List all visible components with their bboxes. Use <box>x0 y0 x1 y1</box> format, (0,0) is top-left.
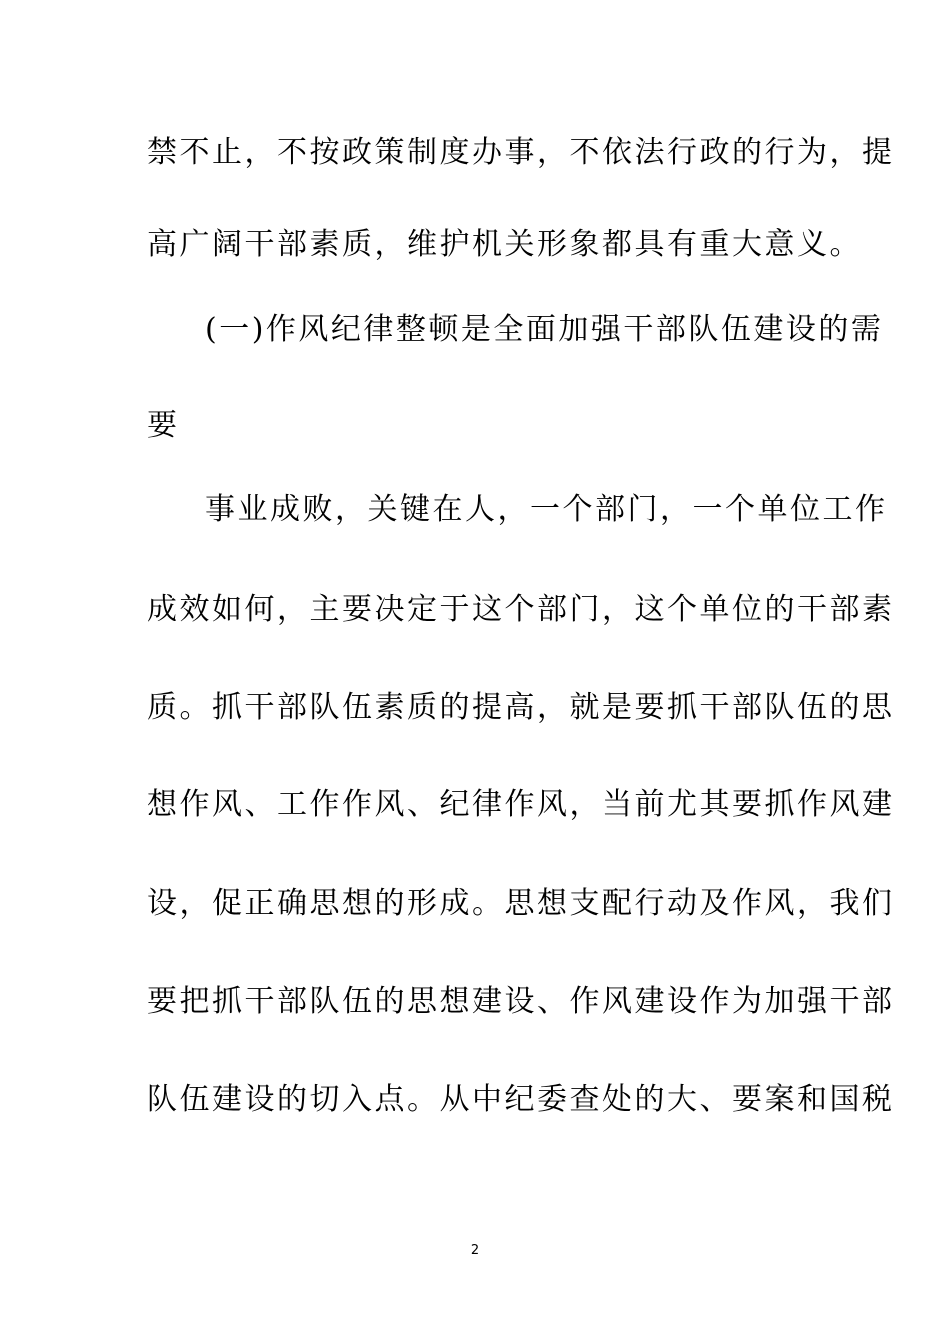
text-line: 想作风、工作作风、纪律作风，当前尤其要抓作风建 <box>147 787 895 822</box>
text-line: 高广阔干部素质，维护机关形象都具有重大意义。 <box>147 227 862 262</box>
text-line: 质。抓干部队伍素质的提高，就是要抓干部队伍的思 <box>147 690 895 725</box>
section-heading-line: (一)作风纪律整顿是全面加强干部队伍建设的需 <box>205 312 884 347</box>
text-line: 成效如何，主要决定于这个部门，这个单位的干部素 <box>147 592 895 627</box>
text-line: 要把抓干部队伍的思想建设、作风建设作为加强干部 <box>147 984 895 1019</box>
text-line: 设，促正确思想的形成。思想支配行动及作风，我们 <box>147 886 895 921</box>
section-heading-line: 要 <box>147 408 180 443</box>
text-line: 事业成败，关键在人，一个部门，一个单位工作 <box>205 492 888 527</box>
page-number: 2 <box>470 1243 480 1258</box>
text-line: 禁不止，不按政策制度办事，不依法行政的行为，提 <box>147 135 895 170</box>
text-line: 队伍建设的切入点。从中纪委查处的大、要案和国税 <box>147 1082 895 1117</box>
